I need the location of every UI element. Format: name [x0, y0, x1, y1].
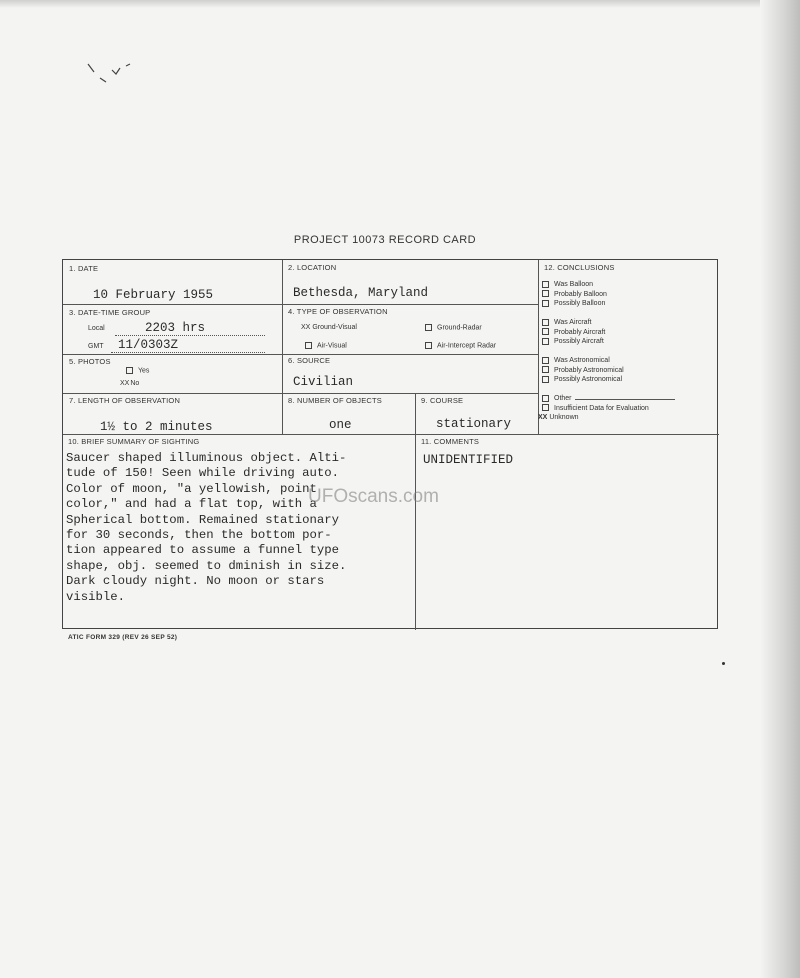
source-value: Civilian: [293, 375, 354, 389]
conclusion-option: Was Astronomical: [554, 357, 610, 364]
air-visual-option: [305, 342, 347, 349]
checkbox-icon: [542, 395, 549, 402]
checkbox-icon: [542, 328, 549, 335]
conclusion-option: Possibly Astronomical: [554, 376, 623, 383]
date-time-group-label: 3. DATE-TIME GROUP: [69, 308, 151, 317]
conclusion-option: Probably Aircraft: [554, 328, 606, 336]
conclusion-option: Was Aircraft: [554, 319, 592, 326]
checkbox-icon: [542, 319, 549, 326]
checkbox-icon: [425, 324, 432, 331]
ground-radar-text: Ground-Radar: [437, 324, 482, 332]
location-label: 2. LOCATION: [288, 263, 337, 272]
source-label: 6. SOURCE: [288, 356, 331, 365]
conclusion-option: Probably Astronomical: [554, 366, 624, 374]
conclusions-group-aircraft: [542, 318, 605, 347]
photos-no-text: No: [130, 380, 140, 387]
checkbox-icon: [542, 376, 549, 383]
summary-line: Dark cloudy night. No moon or stars: [66, 574, 325, 589]
ground-visual-option: [301, 324, 357, 331]
record-card: [62, 259, 718, 629]
air-intercept-text: Air-Intercept Radar: [437, 342, 497, 350]
pen-mark-icon: [86, 58, 146, 88]
summary-line: for 30 seconds, then the bottom por-: [66, 528, 332, 543]
comments-label: 11. COMMENTS: [421, 437, 480, 446]
photos-no-option: [120, 380, 139, 387]
conclusions-label: 12. CONCLUSIONS: [544, 263, 615, 272]
summary-line: Saucer shaped illuminous object. Alti-: [66, 451, 347, 465]
summary-section: [66, 437, 414, 627]
checkbox-icon: [425, 342, 432, 349]
summary-line: Spherical bottom. Remained stationary: [66, 512, 340, 527]
checkbox-icon: [542, 366, 549, 373]
summary-label: 10. BRIEF SUMMARY OF SIGHTING: [68, 437, 200, 446]
conclusions-group-astronomical: [542, 356, 624, 385]
card-title: PROJECT 10073 RECORD CARD: [293, 234, 477, 246]
gmt-value: 11/0303Z: [118, 338, 179, 352]
stray-dot: [722, 662, 725, 665]
summary-line: visible.: [66, 589, 126, 604]
location-value: Bethesda, Maryland: [293, 286, 429, 300]
summary-line: tude of 150! Seen while driving auto.: [66, 466, 340, 481]
ground-visual-mark: XX: [301, 324, 311, 331]
scan-edge-shadow: [760, 0, 800, 978]
air-visual-text: Air-Visual: [317, 342, 347, 350]
conclusion-option: Was Balloon: [554, 281, 594, 288]
checkbox-icon: [542, 404, 549, 411]
observation-type-label: 4. TYPE OF OBSERVATION: [288, 307, 388, 316]
conclusions-group-other: [538, 394, 675, 423]
unknown-mark: XX: [538, 414, 548, 421]
number-of-objects-value: one: [329, 418, 352, 432]
length-label: 7. LENGTH OF OBSERVATION: [69, 396, 181, 405]
checkbox-icon: [305, 342, 312, 349]
conclusion-option: Possibly Balloon: [554, 300, 606, 307]
summary-line: color," and had a flat top, with a: [66, 497, 317, 512]
conclusion-option: Insufficient Data for Evaluation: [554, 404, 649, 412]
comments-value: UNIDENTIFIED: [423, 453, 514, 467]
number-of-objects-label: 8. NUMBER OF OBJECTS: [288, 396, 383, 405]
summary-line: tion appeared to assume a funnel type: [66, 543, 340, 558]
conclusion-option: Other: [554, 395, 572, 402]
photos-yes-text: Yes: [138, 367, 150, 375]
checkbox-icon: [542, 290, 549, 297]
photos-no-mark: XX: [120, 380, 130, 387]
photos-yes-option: [126, 367, 149, 374]
conclusion-option: Probably Balloon: [554, 290, 607, 298]
checkbox-icon: [542, 338, 549, 345]
length-value: 1½ to 2 minutes: [100, 420, 213, 434]
date-label: 1. DATE: [69, 264, 99, 273]
scan-edge-top: [0, 0, 800, 8]
course-label: 9. COURSE: [421, 396, 464, 405]
local-label: Local: [88, 325, 105, 332]
checkbox-icon: [542, 357, 549, 364]
summary-text: [66, 451, 416, 605]
conclusion-option: Unknown: [549, 414, 579, 421]
ground-visual-text: Ground-Visual: [312, 324, 357, 331]
air-intercept-option: [425, 342, 496, 349]
checkbox-icon: [542, 300, 549, 307]
local-time-value: 2203 hrs: [145, 321, 206, 335]
conclusions-group-balloon: [542, 280, 607, 309]
summary-line: shape, obj. seemed to dminish in size.: [66, 558, 347, 573]
checkbox-icon: [542, 281, 549, 288]
summary-line: Color of moon, "a yellowish, point: [66, 481, 317, 496]
course-value: stationary: [436, 417, 512, 431]
conclusion-option: Possibly Aircraft: [554, 338, 604, 345]
date-value: 10 February 1955: [93, 288, 214, 302]
watermark: UFOscans.com: [308, 486, 439, 507]
photos-label: 5. PHOTOS: [69, 357, 111, 366]
gmt-label: GMT: [88, 343, 104, 350]
form-id: ATIC FORM 329 (REV 26 SEP 52): [68, 634, 178, 641]
checkbox-icon: [126, 367, 133, 374]
ground-radar-option: [425, 324, 482, 331]
